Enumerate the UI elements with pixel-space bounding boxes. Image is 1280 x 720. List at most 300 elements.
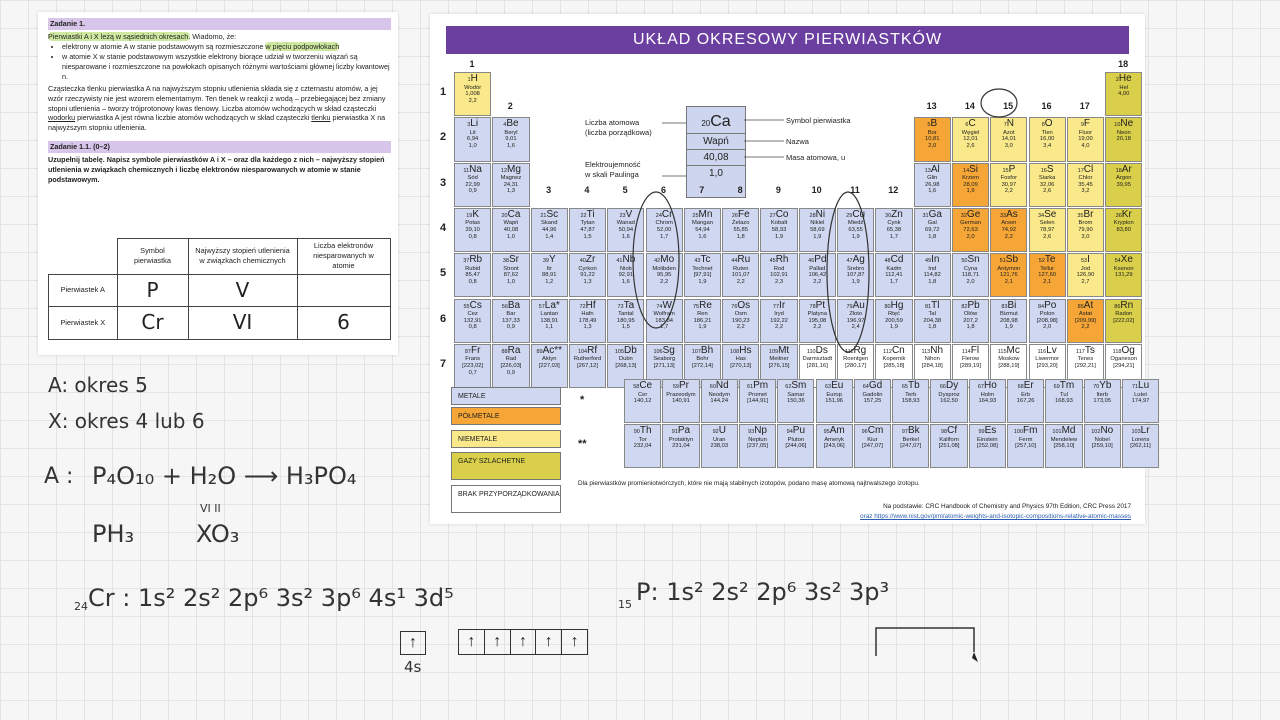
element-es-mass: [252,08] <box>976 443 998 450</box>
table-header-unpaired: Liczba elektronów niesparowanych w atomie <box>297 239 390 275</box>
element-bk-mass: [247,07] <box>900 443 922 450</box>
element-pa-name: Protaktyn <box>668 436 694 443</box>
element-cm-symbol: Cm <box>867 425 884 436</box>
element-rb-z: 37 <box>463 258 470 265</box>
element-u-mass: 238,03 <box>710 443 729 450</box>
element-tl-mass: 204,38 <box>923 317 942 324</box>
element-kr-name: Krypton <box>1113 220 1134 227</box>
element-ge-z: 32 <box>960 212 967 219</box>
element-ca-name: Wapń <box>503 220 519 227</box>
para-a: Cząsteczka tlenku pierwiastka A na najwyższym stopniu utlenienia składa się z czternastu atomów, a jej wzór rzeczywisty nie jest wzorem elementarnym. Ten tlenek w reakcji z wodą – przebiegającej bez zmiany stopni utlenienia – tworzy trójprotonowy kwas tlenowy. Liczba atomów wchodzących w skład cząsteczki <box>48 83 386 113</box>
element-ge-mass: 72,63 <box>963 227 978 234</box>
key-name: Wapń <box>687 133 745 147</box>
element-ce-mass: 140,12 <box>633 398 652 405</box>
element-rb-mass: 85,47 <box>465 272 480 279</box>
element-mc-mass: [288,19] <box>998 362 1020 369</box>
key-z: 20 <box>701 119 711 128</box>
element-ra-mass: [226,03] <box>500 362 522 369</box>
element-s-symbol: S <box>1046 163 1054 175</box>
legend-metal: METALE <box>451 387 561 405</box>
element-rb-name: Rubid <box>465 265 481 272</box>
element-au-mass: 196,97 <box>846 317 865 324</box>
element-po-symbol: Po <box>1044 299 1057 311</box>
element-mt-name: Meitner <box>769 356 789 363</box>
element-cs-en: 0,8 <box>468 324 477 331</box>
element-se-z: 34 <box>1037 212 1045 219</box>
element-li-en: 1,0 <box>468 143 477 150</box>
element-np-name: Neptun <box>748 436 767 443</box>
element-y-en: 1,2 <box>545 279 554 285</box>
element-i-symbol: I <box>1087 254 1090 266</box>
element-ga-en: 1,8 <box>928 233 937 240</box>
element-mn-z: 25 <box>692 212 699 219</box>
element-h-symbol: H <box>470 73 478 84</box>
task11-text: Uzupełnij tabelę. Napisz symbole pierwiastków A i X – oraz dla każdego z nich – najwyższy stopień utlenienia w związkach chemicznych i liczbę elektronów niesparowanych w atomie w stanie podstawowym. <box>48 155 385 185</box>
element-tl-symbol: Tl <box>931 299 940 311</box>
element-dy-header <box>931 380 966 392</box>
element-ce-symbol: Ce <box>639 380 653 391</box>
element-h-mass: 1,008 <box>465 91 480 98</box>
element-ge-en: 2,0 <box>966 233 975 240</box>
element-mg-z: 12 <box>500 167 508 174</box>
row-x-label: Pierwiastek X <box>49 307 118 340</box>
element-ge-symbol: Ge <box>966 208 981 220</box>
element-ag-z: 47 <box>846 258 853 265</box>
row-x-ox[interactable]: VI <box>188 307 297 340</box>
row-a-symbol[interactable]: P <box>117 274 188 307</box>
element-au-z: 79 <box>846 303 853 310</box>
element-mc-symbol: Mc <box>1006 344 1020 356</box>
element-ti-z: 22 <box>580 212 587 219</box>
element-sm-header <box>778 380 813 392</box>
period-label-3: 3 <box>440 176 447 189</box>
element-lr-header <box>1123 425 1158 437</box>
element-zr-mass: 91,22 <box>580 272 595 279</box>
element-ni-name: Nikiel <box>810 220 825 227</box>
element-dy-symbol: Dy <box>945 380 959 391</box>
element-tb-symbol: Tb <box>907 380 920 391</box>
element-pd-symbol: Pd <box>814 254 827 266</box>
element-f-en: 4,0 <box>1081 143 1090 150</box>
element-sm-symbol: Sm <box>791 380 807 391</box>
element-lv-mass: [293,20] <box>1036 362 1058 369</box>
note-xo3-ox: VI II <box>200 502 221 515</box>
element-he-name: Hel <box>1119 84 1129 91</box>
element-h-name: Wodór <box>464 84 482 91</box>
element-rg-symbol: Rg <box>853 344 867 356</box>
element-tc-symbol: Tc <box>700 254 711 266</box>
element-am-name: Ameryk <box>824 436 844 443</box>
element-sm-name: Samar <box>787 391 805 398</box>
element-am <box>816 424 853 468</box>
element-ta-symbol: Ta <box>623 299 635 311</box>
element-dy <box>930 379 967 423</box>
group-label-1: 1 <box>469 59 475 69</box>
element-si-name: Krzem <box>962 175 979 182</box>
element-bk-z: 97 <box>901 429 908 435</box>
element-bk-header <box>893 425 928 437</box>
element-na-z: 11 <box>463 167 470 174</box>
element-xe-name: Ksenon <box>1113 265 1134 272</box>
element-cr-symbol: Cr <box>661 208 673 220</box>
element-bk-name: Berkel <box>902 436 919 443</box>
element-sm <box>777 379 814 423</box>
element-y-symbol: Y <box>548 254 556 266</box>
element-pu-z: 94 <box>786 429 793 435</box>
element-cn-z: 112 <box>883 348 892 355</box>
element-mt-z: 109 <box>768 348 779 355</box>
element-nd <box>701 379 738 423</box>
element-cr-z: 24 <box>655 212 662 219</box>
element-rh-mass: 102,91 <box>770 272 788 279</box>
legend-nonmetal: NIEMETALE <box>451 430 561 448</box>
element-n-en: 3,0 <box>1004 143 1013 150</box>
element-nh-name: Nihon <box>924 356 940 363</box>
element-u-symbol: U <box>718 425 726 436</box>
element-as-z: 33 <box>999 212 1007 219</box>
element-ra-z: 88 <box>501 348 508 355</box>
element-no-header <box>1085 425 1120 437</box>
element-tm-mass: 168,93 <box>1055 398 1073 405</box>
element-rn-mass: [222,02] <box>1113 317 1135 324</box>
element-tb-z: 65 <box>901 384 908 390</box>
group-label-7: 7 <box>699 185 705 195</box>
element-pm <box>739 379 776 423</box>
element-cs-z: 55 <box>463 303 470 310</box>
periodic-table-title: UKŁAD OKRESOWY PIERWIASTKÓW <box>446 26 1129 54</box>
note-4s-label: 4s <box>404 658 422 676</box>
element-cf-z: 98 <box>940 429 948 435</box>
element-nh-symbol: Nh <box>930 344 944 356</box>
element-mg-name: Magnez <box>500 175 522 182</box>
element-s-en: 2,6 <box>1043 188 1052 195</box>
element-mn-name: Mangan <box>691 220 713 227</box>
element-c-en: 2,6 <box>966 143 975 150</box>
element-th-symbol: Th <box>639 425 652 436</box>
element-pd-z: 46 <box>808 258 815 265</box>
element-in-z: 49 <box>925 258 932 265</box>
element-be-mass: 9,01 <box>505 136 517 143</box>
element-bh-name: Bohr <box>696 356 709 363</box>
element-tb-mass: 158,93 <box>901 398 920 405</box>
group-label-9: 9 <box>775 185 781 195</box>
element-ne-symbol: Ne <box>1120 118 1134 130</box>
element-w-z: 74 <box>656 303 663 310</box>
legend-noble: GAZY SZLACHETNE <box>451 452 561 480</box>
element-zr-en: 1,3 <box>583 279 592 285</box>
element-ho-mass: 164,93 <box>978 398 997 405</box>
element-np-header <box>740 425 775 437</box>
element-al-symbol: Al <box>930 163 940 175</box>
element-os-en: 2,2 <box>736 324 745 331</box>
element-bk <box>892 424 929 468</box>
element-ho <box>969 379 1006 423</box>
element-ru-symbol: Ru <box>737 254 751 266</box>
element-nd-name: Neodym <box>708 391 731 398</box>
element-h-en: 2,2 <box>468 97 477 104</box>
element-th-name: Tor <box>638 436 647 443</box>
element-po-z: 84 <box>1037 303 1045 310</box>
element-pr-symbol: Pr <box>679 380 689 391</box>
key-en-label-1: Elektroujemność <box>585 160 641 169</box>
element-cu-z: 29 <box>846 212 853 219</box>
element-er-symbol: Er <box>1023 380 1034 391</box>
element-ra-symbol: Ra <box>507 344 521 356</box>
element-la-symbol: La* <box>544 299 560 311</box>
element-sb-mass: 121,76 <box>999 272 1018 279</box>
element-pu <box>777 424 814 468</box>
element-at-en: 2,2 <box>1081 324 1090 331</box>
element-o-z: 8 <box>1041 122 1045 129</box>
element-cu-name: Miedź <box>847 220 864 227</box>
element-pr <box>662 379 699 423</box>
legend-semimetal: PÓŁMETALE <box>451 407 561 425</box>
element-lu <box>1122 379 1159 423</box>
element-at-z: 85 <box>1077 303 1084 310</box>
orbital-3d-5: ↑ <box>570 633 579 650</box>
element-pu-symbol: Pu <box>792 425 806 436</box>
element-lu-header <box>1123 380 1158 392</box>
element-au-name: Złoto <box>849 311 863 317</box>
element-cr-name: Chrom <box>655 220 673 227</box>
element-tb <box>892 379 929 423</box>
element-dy-mass: 162,50 <box>940 398 958 405</box>
element-sg-z: 106 <box>653 348 663 355</box>
task1-intro <box>48 32 391 42</box>
element-i-z: 53 <box>1080 258 1088 265</box>
element-o-en: 3,4 <box>1043 143 1052 150</box>
note-eq-label: A : <box>44 464 74 489</box>
element-ba-z: 56 <box>501 303 508 310</box>
element-ir-mass: 192,22 <box>770 317 788 324</box>
element-ti-name: Tytan <box>580 220 595 227</box>
element-ti-mass: 47,87 <box>580 227 595 234</box>
element-hg-name: Rtęć <box>887 311 900 317</box>
element-lr <box>1122 424 1159 468</box>
actinide-marker: ** <box>578 438 587 450</box>
element-ni-z: 28 <box>809 212 816 219</box>
element-la-en: 1,1 <box>545 324 554 331</box>
element-co-mass: 58,93 <box>771 227 787 234</box>
element-xe-z: 54 <box>1114 258 1121 265</box>
element-am-header <box>817 425 852 437</box>
element-he-z: 2 <box>1115 77 1119 83</box>
element-sn-mass: 118,71 <box>961 272 980 279</box>
element-f-z: 9 <box>1080 122 1084 129</box>
element-sc-z: 21 <box>540 212 547 219</box>
element-na-en: 0,9 <box>468 188 477 195</box>
element-ga-symbol: Ga <box>928 208 942 220</box>
element-co-en: 1,9 <box>775 233 784 240</box>
row-a-label: Pierwiastek A <box>49 274 118 307</box>
element-al-en: 1,6 <box>928 188 937 195</box>
element-rh-z: 45 <box>769 258 776 265</box>
element-rf-symbol: Rf <box>587 344 598 356</box>
element-at-name: Astat <box>1078 311 1093 317</box>
element-pa-mass: 231,04 <box>672 443 690 450</box>
element-zn-z: 30 <box>885 212 892 219</box>
element-gd <box>854 379 891 423</box>
orbital-3d-1: ↑ <box>459 630 485 654</box>
element-os-mass: 190,23 <box>731 317 750 324</box>
table-header-ox: Najwyższy stopień utlenienia w związkach chemicznych <box>188 239 297 275</box>
element-ac-symbol: Ac** <box>542 344 563 356</box>
element-hs-symbol: Hs <box>739 344 752 356</box>
element-rh-name: Rod <box>773 265 785 272</box>
para-underline-1: wodorku <box>48 113 76 123</box>
element-ds-name: Darmsztadt <box>802 356 833 363</box>
element-kr-symbol: Kr <box>1121 208 1132 220</box>
element-sc-symbol: Sc <box>546 208 559 220</box>
element-lr-z: 103 <box>1131 429 1141 435</box>
element-p-mass: 30,97 <box>1001 181 1017 188</box>
element-li-mass: 6,94 <box>467 136 479 143</box>
element-zn-name: Cynk <box>887 220 901 227</box>
element-lr-name: Lorens <box>1131 436 1150 443</box>
element-u <box>701 424 738 468</box>
element-la-name: Lantan <box>540 311 559 317</box>
note-cr-z: 24 <box>74 600 88 613</box>
element-yb-symbol: Yb <box>1099 380 1112 391</box>
element-ag-mass: 107,87 <box>846 272 865 279</box>
element-fe-mass: 55,85 <box>733 227 748 234</box>
element-mc-z: 115 <box>997 348 1007 355</box>
row-x-symbol[interactable]: Cr <box>117 307 188 340</box>
element-hg-z: 80 <box>884 303 891 310</box>
element-n-mass: 14,01 <box>1001 136 1017 143</box>
element-re-en: 1,9 <box>698 324 707 331</box>
element-ba-en: 0,9 <box>506 324 515 331</box>
element-pr-z: 59 <box>672 384 679 390</box>
element-nb-mass: 92,91 <box>618 272 634 279</box>
element-bi-z: 83 <box>1001 303 1008 310</box>
element-lu-symbol: Lu <box>1138 380 1150 391</box>
element-mo-z: 42 <box>654 258 661 265</box>
element-ba-symbol: Ba <box>507 299 521 311</box>
element-sr-name: Stront <box>503 265 519 272</box>
group-label-16: 16 <box>1041 101 1052 111</box>
element-v-symbol: V <box>625 208 633 220</box>
element-rh-symbol: Rh <box>775 254 789 266</box>
element-hg-symbol: Hg <box>890 299 904 311</box>
element-sn-name: Cyna <box>963 265 978 272</box>
key-z-label-1: Liczba atomowa <box>585 118 640 127</box>
element-fm-symbol: Fm <box>1023 425 1038 436</box>
element-no-name: Nobel <box>1094 436 1110 443</box>
element-mn-symbol: Mn <box>698 208 713 220</box>
row-x-unpaired[interactable]: 6 <box>297 307 390 340</box>
element-cs-name: Cez <box>467 311 478 317</box>
element-yb-mass: 173,05 <box>1093 398 1112 405</box>
element-co-z: 27 <box>769 212 776 219</box>
element-lr-mass: [262,11] <box>1130 443 1151 450</box>
element-fl-symbol: Fl <box>970 344 980 356</box>
element-eu-name: Europ <box>826 391 842 398</box>
element-rn-symbol: Rn <box>1120 299 1134 311</box>
element-er-header <box>1008 380 1043 392</box>
table-header-symbol: Symbol pierwiastka <box>117 239 188 275</box>
element-zr-symbol: Zr <box>585 254 596 266</box>
element-gd-symbol: Gd <box>868 380 883 391</box>
element-ge-name: German <box>960 220 982 227</box>
lanthanide-marker: * <box>580 394 585 406</box>
element-w-name: Wolfram <box>653 311 675 317</box>
element-sg-symbol: Sg <box>662 344 675 356</box>
element-al-z: 13 <box>924 167 931 174</box>
element-ir-symbol: Ir <box>779 299 786 311</box>
element-pt-en: 2,2 <box>813 324 822 331</box>
element-np-symbol: Np <box>754 425 767 436</box>
element-cl-z: 17 <box>1077 167 1084 174</box>
element-bi-en: 1,9 <box>1004 324 1013 331</box>
source-link[interactable]: oraz https://www.nist.gov/pml/atomic-weights-and-isotopic-compositions-relative-atomic-masses <box>860 513 1131 520</box>
element-tm-z: 69 <box>1053 384 1060 390</box>
element-ra-name: Rad <box>505 356 517 363</box>
element-mo-mass: 95,95 <box>656 272 672 279</box>
element-lv-name: Liwermor <box>1035 356 1060 363</box>
element-ce-header <box>625 380 660 392</box>
element-ar-z: 18 <box>1115 167 1122 174</box>
element-tb-name: Terb <box>905 391 917 398</box>
element-tm-header <box>1046 380 1081 392</box>
row-a-unpaired[interactable] <box>297 274 390 307</box>
note-ph3: PH₃ <box>92 520 135 548</box>
element-dy-z: 66 <box>939 384 946 390</box>
element-no-symbol: No <box>1100 425 1114 436</box>
element-hf-name: Hafn <box>581 311 594 317</box>
element-cn-name: Kopernik <box>882 356 906 363</box>
element-cm-z: 96 <box>861 429 868 435</box>
element-tb-header <box>893 380 928 392</box>
element-eu-mass: 151,96 <box>825 398 844 405</box>
element-ca-en: 1,0 <box>506 233 515 240</box>
element-hs-mass: [270,13] <box>730 362 752 369</box>
period-label-5: 5 <box>440 267 447 280</box>
element-th-header <box>625 425 660 437</box>
element-ta-name: Tantal <box>618 311 634 317</box>
element-gd-mass: 157,25 <box>863 398 882 405</box>
element-br-z: 35 <box>1077 212 1084 219</box>
element-nh-mass: [284,18] <box>921 362 943 369</box>
element-er <box>1007 379 1044 423</box>
element-cr-en: 1,7 <box>660 233 669 240</box>
row-a-ox[interactable]: V <box>188 274 297 307</box>
element-tm-name: Tul <box>1060 391 1068 398</box>
element-re-z: 75 <box>692 303 700 310</box>
element-po-name: Polon <box>1039 311 1055 317</box>
element-k-symbol: K <box>472 208 480 220</box>
element-y-mass: 88,91 <box>541 272 557 279</box>
element-mt-mass: [276,15] <box>768 362 790 369</box>
element-o-mass: 16,00 <box>1039 136 1055 143</box>
element-al-mass: 26,98 <box>924 181 940 188</box>
element-ti-symbol: Ti <box>586 208 595 220</box>
element-p-z: 15 <box>1002 167 1009 174</box>
element-ds-z: 110 <box>806 348 816 355</box>
element-be-symbol: Be <box>506 118 519 130</box>
element-gd-header <box>855 380 890 392</box>
element-li-name: Lit <box>469 129 476 136</box>
element-pr-mass: 140,91 <box>672 398 690 405</box>
element-fl-z: 114 <box>961 348 971 355</box>
element-kr-mass: 83,80 <box>1116 227 1131 234</box>
orbital-box-3d <box>458 629 588 655</box>
element-xe-mass: 131,29 <box>1114 272 1133 279</box>
element-bh-z: 107 <box>691 348 701 355</box>
element-lu-name: Lutet <box>1134 391 1147 398</box>
element-br-en: 3,0 <box>1081 233 1090 240</box>
element-ne-mass: 20,18 <box>1116 136 1131 143</box>
